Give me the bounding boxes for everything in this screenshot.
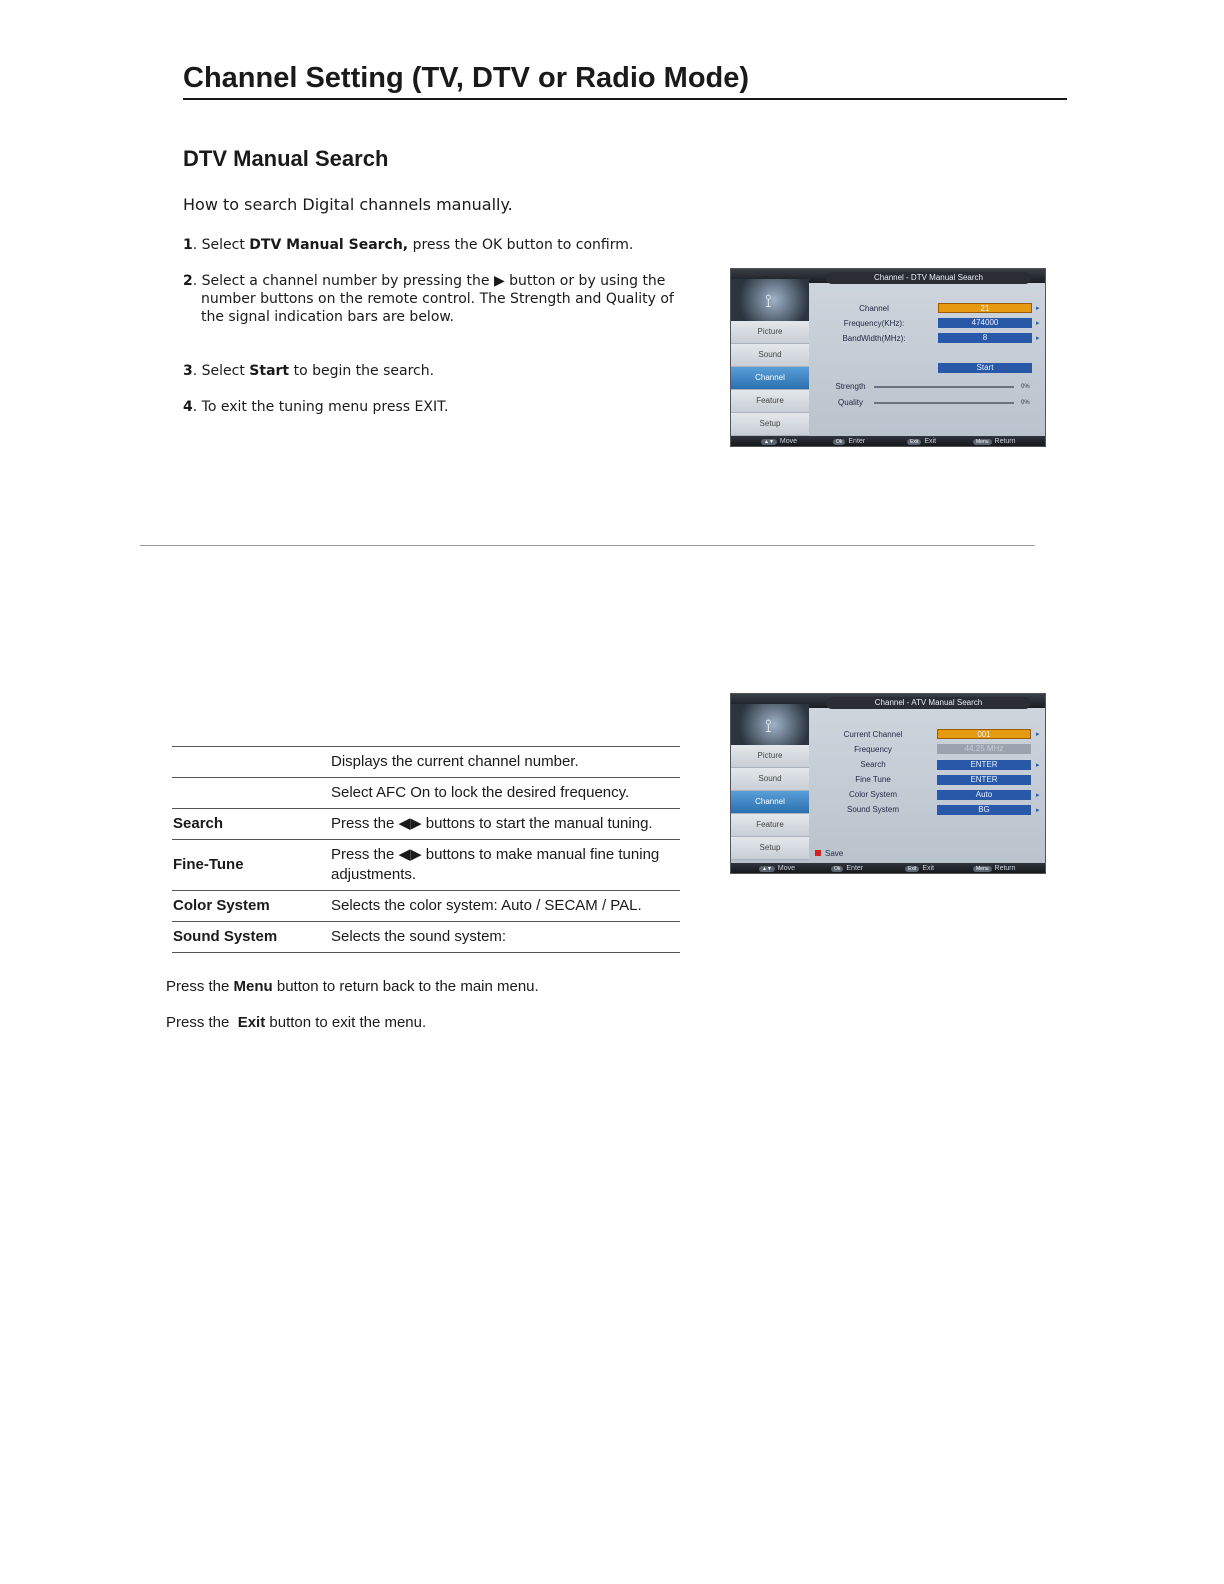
frequency-label: Frequency(KHz): [843, 319, 905, 328]
bandwidth-field[interactable]: 8 [938, 333, 1032, 343]
bandwidth-label: BandWidth(MHz): [842, 334, 906, 343]
footer-menu-note: Press the Menu button to return back to the main menu. [166, 978, 539, 995]
start-button[interactable]: Start [938, 363, 1032, 373]
current-channel-label: Current Channel [843, 730, 903, 739]
menu-title: Channel - DTV Manual Search [826, 272, 1031, 284]
step-4: 4. To exit the tuning menu press EXIT. [183, 399, 449, 415]
dtv-menu-screenshot [730, 268, 1046, 447]
save-indicator: Save [815, 849, 843, 858]
side-item-setup[interactable]: Setup [731, 837, 809, 860]
hint-return: Menu Return [973, 438, 1016, 445]
quality-percent: 0% [1021, 400, 1030, 406]
sound-system-label: Sound System [846, 805, 900, 814]
section-heading-dtv: DTV Manual Search [183, 146, 389, 171]
side-item-sound[interactable]: Sound [731, 344, 809, 367]
fine-tune-label: Fine Tune [855, 775, 891, 784]
side-item-setup[interactable]: Setup [731, 413, 809, 436]
table-row: Sound System Selects the sound system: [172, 922, 680, 953]
right-arrow-icon: ▸ [1036, 335, 1040, 342]
atv-options-table [172, 746, 680, 953]
right-arrow-icon: ▸ [1036, 305, 1040, 312]
frequency-field[interactable]: 474000 [938, 318, 1032, 328]
side-item-feature[interactable]: Feature [731, 390, 809, 413]
hint-move: ▲▼ Move [761, 438, 797, 445]
side-item-picture[interactable]: Picture [731, 321, 809, 344]
side-item-sound[interactable]: Sound [731, 768, 809, 791]
section-divider [140, 545, 1035, 546]
color-system-field[interactable]: Auto [937, 790, 1031, 800]
search-label: Search [860, 760, 886, 769]
menu-title: Channel - ATV Manual Search [826, 697, 1031, 709]
atv-menu-screenshot [730, 693, 1046, 874]
strength-percent: 0% [1021, 384, 1030, 390]
right-arrow-icon: ▸ [1036, 320, 1040, 327]
search-field[interactable]: ENTER [937, 760, 1031, 770]
hint-exit: Exit Exit [907, 438, 936, 445]
satellite-dish-icon: ⟟ [731, 704, 809, 750]
hint-enter: Ok Enter [831, 865, 863, 872]
intro-text: How to search Digital channels manually. [183, 195, 513, 214]
satellite-dish-icon: ⟟ [731, 279, 809, 325]
right-arrow-icon: ▸ [1036, 731, 1040, 738]
strength-bar [874, 386, 1014, 388]
hint-enter: Ok Enter [833, 438, 865, 445]
table-row: Displays the current channel number. [172, 747, 680, 778]
side-item-picture[interactable]: Picture [731, 745, 809, 768]
hint-exit: Exit Exit [905, 865, 934, 872]
red-square-icon [815, 850, 821, 856]
sound-system-field[interactable]: BG [937, 805, 1031, 815]
table-row: Search Press the ◀▶ buttons to start the manual tuning. [172, 809, 680, 840]
side-item-channel[interactable]: Channel [731, 367, 809, 390]
side-item-feature[interactable]: Feature [731, 814, 809, 837]
quality-label: Quality [838, 398, 863, 407]
strength-label: Strength [835, 382, 866, 391]
channel-label: Channel [859, 304, 889, 313]
step-3: 3. Select Start to begin the search. [183, 363, 435, 379]
step-1: 1. Select DTV Manual Search, press the OK button to confirm. [183, 237, 634, 253]
hint-return: Menu Return [973, 865, 1016, 872]
table-row: Select AFC On to lock the desired frequency. [172, 778, 680, 809]
hint-move: ▲▼ Move [759, 865, 795, 872]
page-title: Channel Setting (TV, DTV or Radio Mode) [183, 58, 1067, 100]
current-channel-field[interactable]: 001 [937, 729, 1031, 739]
step-2: 2. Select a channel number by pressing the ▶ button or by using the number buttons on the remote control. The Strength and Quality of the signal indication bars are below. [183, 273, 674, 325]
table-row: Color System Selects the color system: Auto / SECAM / PAL. [172, 891, 680, 922]
fine-tune-field[interactable]: ENTER [937, 775, 1031, 785]
side-item-channel[interactable]: Channel [731, 791, 809, 814]
right-arrow-icon: ▸ [1036, 807, 1040, 814]
table-row: Fine-Tune Press the ◀▶ buttons to make manual fine tuning adjustments. [172, 840, 680, 891]
frequency-label: Frequency [854, 745, 892, 754]
right-arrow-icon: ▸ [1036, 762, 1040, 769]
color-system-label: Color System [848, 790, 897, 799]
footer-exit-note: Press the Exit button to exit the menu. [166, 1014, 427, 1031]
quality-bar [874, 402, 1014, 404]
frequency-field[interactable]: 44.25 MHz [937, 744, 1031, 754]
channel-field[interactable]: 21 [938, 303, 1032, 313]
right-arrow-icon: ▸ [1036, 792, 1040, 799]
